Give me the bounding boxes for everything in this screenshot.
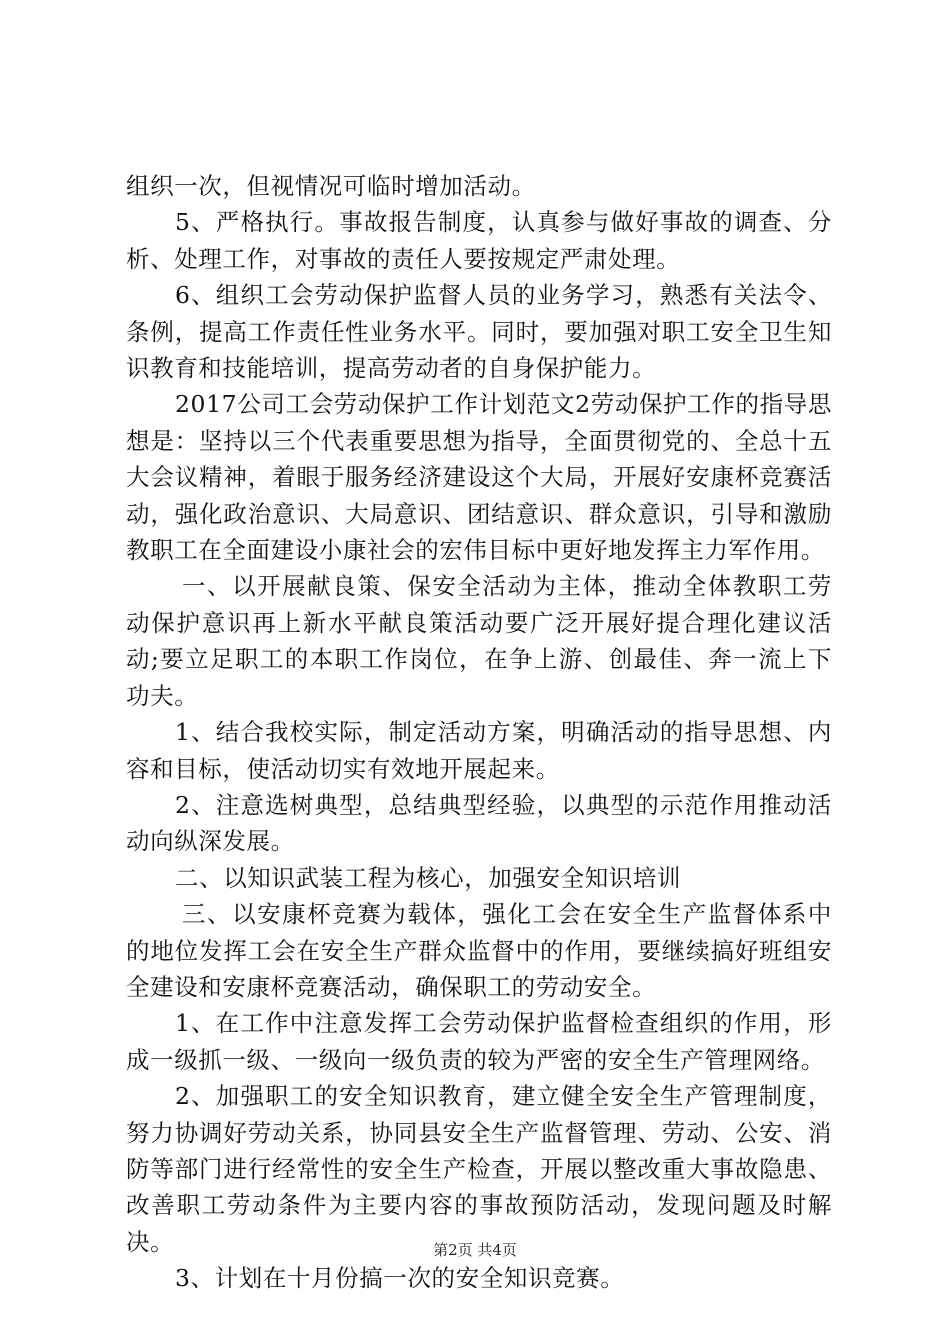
- page-number-label: 第2页 共4页: [433, 1241, 517, 1259]
- paragraph-6: 1、结合我校实际，制定活动方案，明确活动的指导思想、内容和目标，使活动切实有效地开展起来。: [126, 718, 832, 783]
- paragraph-5: 一、以开展献良策、保安全活动为主体，推动全体教职工劳动保护意识再上新水平献良策活动要广泛开展好提合理化建议活动;要立足职工的本职工作岗位，在争上游、创最佳、奔一流上下功夫。: [126, 572, 832, 710]
- paragraph-1: 组织一次，但视情况可临时增加活动。: [126, 172, 536, 200]
- paragraph-3: 6、组织工会劳动保护监督人员的业务学习，熟悉有关法令、条例，提高工作责任性业务水平。同时，要加强对职工安全卫生知识教育和技能培训，提高劳动者的自身保护能力。: [126, 281, 832, 383]
- paragraph-12: 3、计划在十月份搞一次的安全知识竞赛。: [175, 1264, 625, 1293]
- paragraph-4: 2017公司工会劳动保护工作计划范文2劳动保护工作的指导思想是：坚持以三个代表重要思想为指导，全面贯彻党的、全总十五大会议精神，着眼于服务经济建设这个大局，开展好安康杯竞赛活动，强化政治意识、大局意识、团结意识、群众意识，引导和激励教职工在全面建设小康社会的宏伟目标中更好地发挥主力军作用。: [126, 390, 832, 565]
- paragraph-10: 1、在工作中注意发挥工会劳动保护监督检查组织的作用，形成一级抓一级、一级向一级负责的较为严密的安全生产管理网络。: [126, 1009, 832, 1074]
- document-body: [126, 168, 832, 1297]
- page-footer: [0, 1240, 950, 1260]
- paragraph-8: 二、以知识武装工程为核心，加强安全知识培训: [175, 863, 682, 892]
- paragraph-9: 三、以安康杯竞赛为载体，强化工会在安全生产监督体系中的地位发挥工会在安全生产群众监督中的作用，要继续搞好班组安全建设和安康杯竞赛活动，确保职工的劳动安全。: [126, 900, 832, 1001]
- paragraph-7: 2、注意选树典型，总结典型经验，以典型的示范作用推动活动向纵深发展。: [126, 790, 832, 856]
- paragraph-2: 5、严格执行。事故报告制度，认真参与做好事故的调查、分析、处理工作，对事故的责任人要按规定严肃处理。: [126, 208, 832, 273]
- paragraph-11: 2、加强职工的安全知识教育，建立健全安全生产管理制度，努力协调好劳动关系，协同县安全生产监督管理、劳动、公安、消防等部门进行经常性的安全生产检查，开展以整改重大事故隐患、改善职工劳动条件为主要内容的事故预防活动，发现问题及时解决。: [126, 1082, 832, 1256]
